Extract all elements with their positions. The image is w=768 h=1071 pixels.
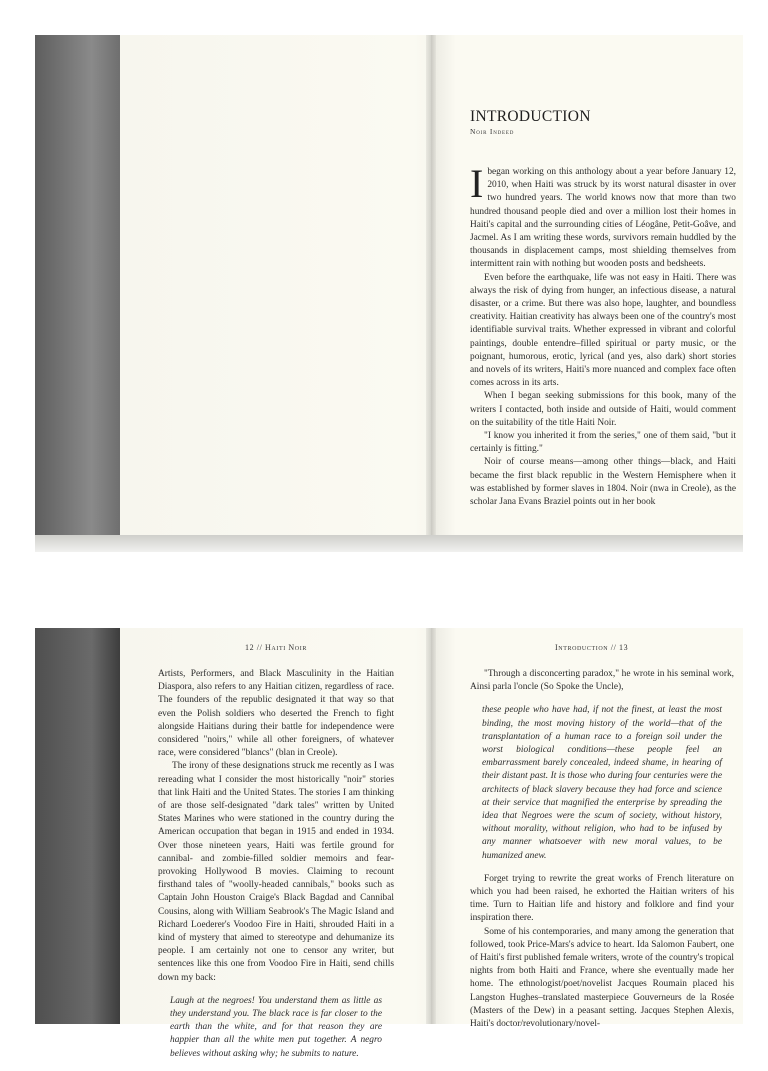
page-13-paragraph-2: Forget trying to rewrite the great works of French literature on which you had been raised, he exhorted the Haitian writers of his time. Turn to Haitian life and history and folklore and find your inspiration there. bbox=[470, 873, 734, 924]
page-12-text bbox=[158, 668, 394, 1071]
dropcap-letter: I bbox=[470, 161, 484, 206]
intro-paragraph-4: "I know you inherited it from the series," one of them said, "but it certainly is fitting." bbox=[470, 431, 736, 455]
page-13-paragraph-3: Some of his contemporaries, and many among the generation that followed, took Price-Mars's advice to heart. Ida Salomon Faubert, one of Haiti's first published female writers, wrote of the country's tropical nights from both Haiti and France, where she eventually made her home. The ethnologist/poet/novelist Jacques Roumain placed his Langston Hughes–translated masterpiece Gouverneurs de la Rosée (Masters of the Dew) in a peasant setting. Jacques Stephen Alexis, Haiti's doctor/revolutionary/novel- bbox=[470, 926, 734, 1030]
intro-body-text bbox=[470, 161, 736, 509]
page-edge-shadow bbox=[35, 535, 743, 552]
page-12-block-quote: Laugh at the negroes! You understand them as little as they understand you. The black race is far closer to the earth than the white, and for that reason they are happier than all the white men put together. A negro believes without asking why; he submits to nature. bbox=[170, 995, 382, 1059]
book-gutter bbox=[426, 628, 436, 1024]
running-head-left: 12 // Haiti Noir bbox=[245, 643, 307, 652]
chapter-subtitle: Noir Indeed bbox=[470, 127, 515, 136]
page-13-text bbox=[470, 668, 734, 1031]
blank-left-page bbox=[120, 35, 466, 535]
book-gutter bbox=[426, 35, 436, 535]
page-12-paragraph-2: The irony of these designations struck me recently as I was rereading what I consider the most historically "noir" stories that link Haiti and the United States. The stories I am thinking of are those self-designated "dark tales" written by United States Marines who were stationed in the country during the American occupation that began in 1915 and ended in 1934. Over those nineteen years, Haiti was fertile ground for cannibal- and zombie-filled soldier memoirs and fear-provoking Hollywood B movies. Claiming to recount firsthand tales of "woolly-headed cannibals," books such as Captain John Houston Craige's Black Bagdad and Cannibal Cousins, along with William Seabrook's The Magic Island and Richard Loederer's Voodoo Fire in Haiti, shrouded Haiti in a kind of mystery that aimed to stereotype and dehumanize its people. I am certainly not one to censor any writer, but sentences like this one from Voodoo Fire in Haiti, send chills down my back: bbox=[158, 761, 394, 983]
intro-paragraph-2: Even before the earthquake, life was not easy in Haiti. There was always the risk of dying from hunger, an infectious disease, a natural disaster, or a crime. But there was also hope, laughter, and boundless creativity. Haitian creativity has always been one of the country's most identifiable survival traits. Whether expressed in vibrant and colorful paintings, double entendre–filled spiritual or party music, or the poignant, humorous, erotic, lyrical (and yes, also dark) short stories and novels of its writers, Haiti's more nuanced and complex face often comes across in its arts. bbox=[470, 272, 736, 389]
page-12-paragraph-1: Artists, Performers, and Black Masculinity in the Haitian Diaspora, also refers to any Haitian citizen, regardless of race. The founders of the republic designated it that way so that even the Polish soldiers who deserted the French to fight alongside Haitians during their battle for independence were considered "noirs," while all other foreigners, of whatever race, were considered "blancs" (blan in Creole). bbox=[158, 669, 394, 759]
running-head-right: Introduction // 13 bbox=[555, 643, 629, 652]
intro-paragraph-1: Ibegan working on this anthology about a year before January 12, 2010, when Haiti was struck by its worst natural disaster in over two hundred years. The world knows now that more than two hundred thousand people died and over a million lost their homes in Haiti's capital and the surrounding cities of Léogâne, Petit-Goâve, and Jacmel. As I am writing these words, survivors remain huddled by the thousands in displacement camps, most shielding themselves from intermittent rain with nothing but wooden posts and bedsheets. bbox=[470, 161, 736, 270]
page-13-block-quote: these people who have had, if not the finest, at least the most binding, the most moving history of the world—that of the transplantation of a human race to a foreign soil under the worst biological conditions—these people feel an embarrassment barely concealed, indeed shame, in hearing of their distant past. It is those who during four centuries were the architects of black slavery because they had force and science at their service that magnified the enterprise by spreading the idea that Negroes were the scum of society, without history, without morality, without religion, who had to be infused by any manner whatsoever with new moral values, to be humanized anew. bbox=[482, 705, 722, 861]
chapter-title: INTRODUCTION bbox=[470, 108, 591, 125]
intro-paragraph-5: Noir of course means—among other things—black, and Haiti became the first black republic in the Western Hemisphere when it was established by former slaves in 1804. Noir (nwa in Creole), as the scholar Jana Evans Braziel points out in her book bbox=[470, 457, 736, 508]
page-13-paragraph-1: "Through a disconcerting paradox," he wrote in his seminal work, Ainsi parla l'oncle (So Spoke the Uncle), bbox=[470, 669, 734, 693]
intro-paragraph-3: When I began seeking submissions for this book, many of the writers I contacted, both inside and outside of Haiti, would comment on the suitability of the title Haiti Noir. bbox=[470, 391, 736, 428]
